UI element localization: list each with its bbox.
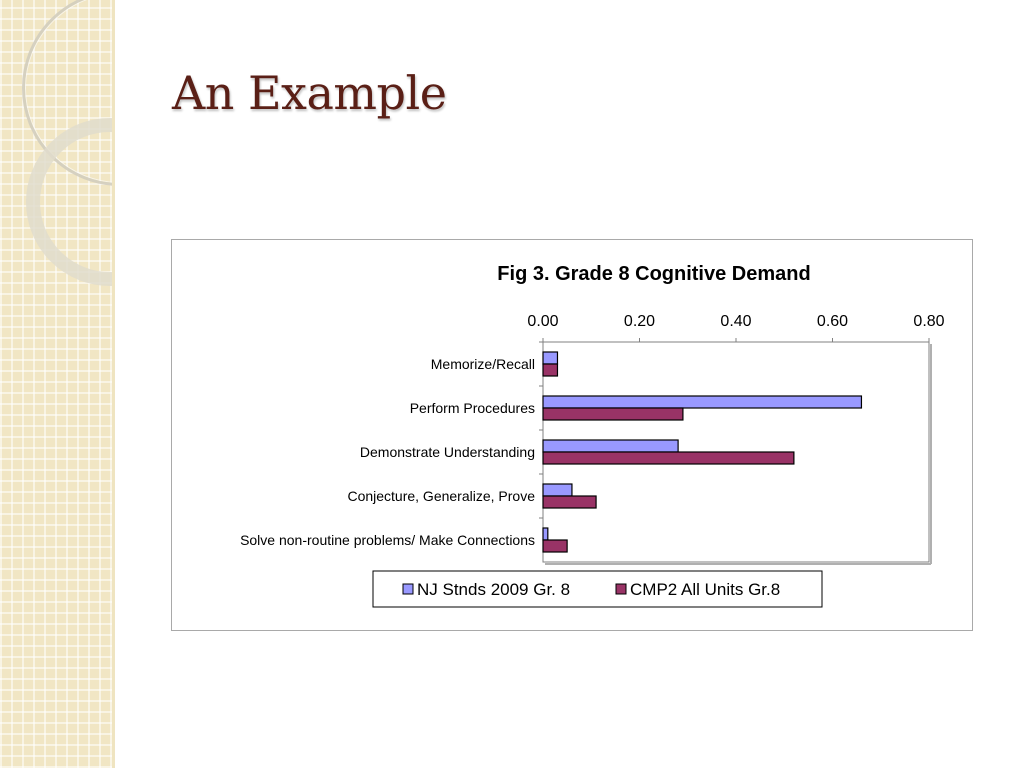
page-title: An Example (172, 66, 447, 120)
category-label: Demonstrate Understanding (359, 444, 535, 460)
bar-nj-stnds (543, 528, 548, 540)
bar-chart (172, 240, 972, 630)
x-tick-label: 0.80 (913, 313, 945, 330)
bar-nj-stnds (543, 352, 557, 364)
bar-cmp2 (543, 408, 683, 420)
bar-nj-stnds (543, 484, 572, 496)
decorative-sidebar (0, 0, 115, 768)
x-tick-label: 0.60 (816, 313, 849, 330)
bar-cmp2 (543, 364, 557, 376)
legend-label: NJ Stnds 2009 Gr. 8 (417, 580, 571, 599)
legend-swatch (616, 584, 626, 594)
bar-cmp2 (543, 496, 596, 508)
sidebar-divider (112, 0, 115, 768)
legend-swatch (403, 584, 413, 594)
category-label: Perform Procedures (409, 400, 535, 416)
x-tick-label: 0.00 (527, 313, 559, 330)
x-tick-label: 0.40 (720, 313, 752, 330)
bar-cmp2 (543, 452, 794, 464)
legend (373, 571, 822, 607)
category-labels (240, 342, 543, 548)
category-label: Memorize/Recall (430, 356, 535, 372)
chart-title: Fig 3. Grade 8 Cognitive Demand (497, 263, 811, 285)
legend-label: CMP2 All Units Gr.8 (630, 580, 781, 599)
x-tick-label: 0.20 (623, 313, 656, 330)
bar-nj-stnds (543, 396, 861, 408)
category-label: Conjecture, Generalize, Prove (347, 488, 535, 504)
bar-nj-stnds (543, 440, 678, 452)
x-axis-tick-labels (527, 313, 944, 330)
bar-cmp2 (543, 540, 567, 552)
chart-container (171, 239, 973, 631)
category-label: Solve non-routine problems/ Make Connections (240, 532, 535, 548)
